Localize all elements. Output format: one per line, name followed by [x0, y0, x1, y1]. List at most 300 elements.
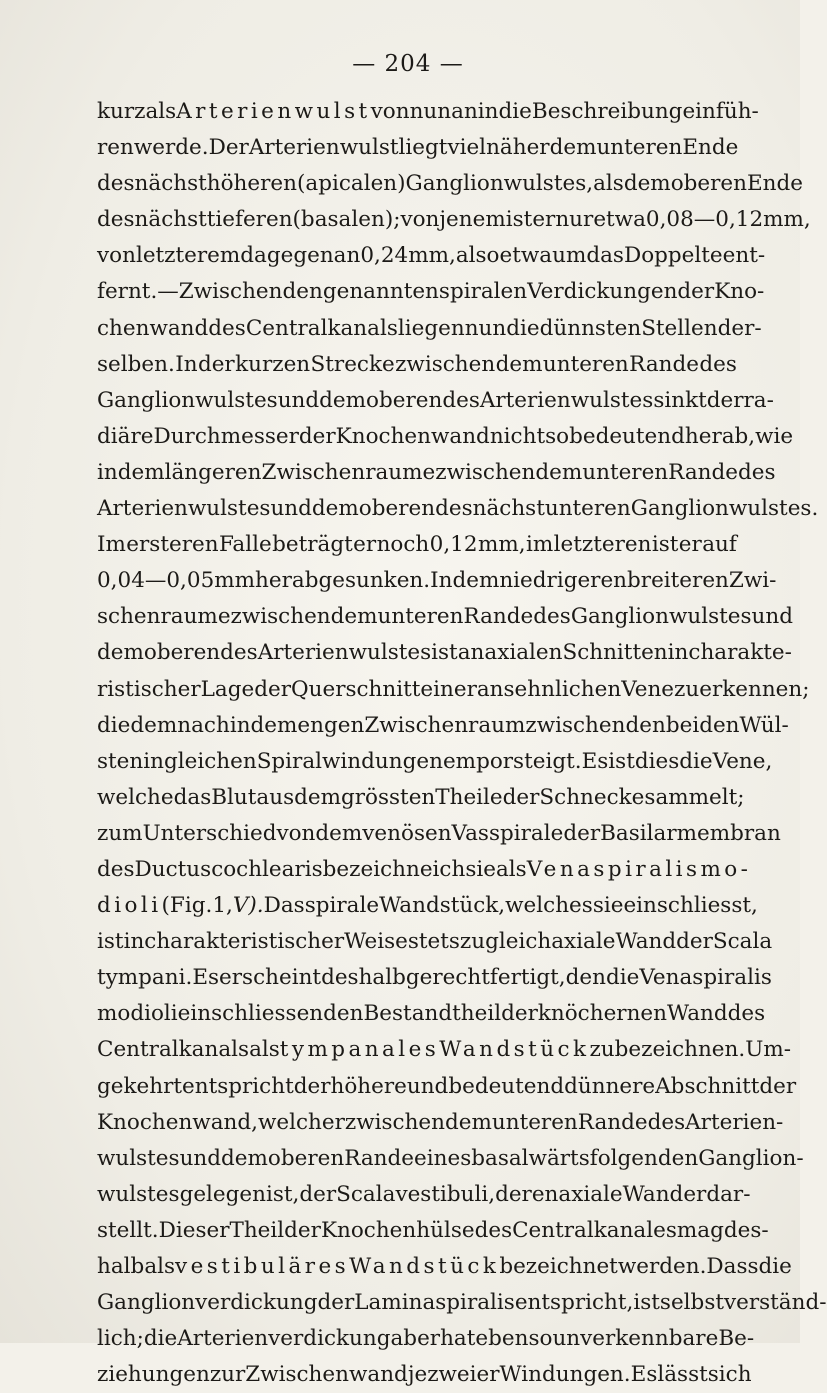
word: kurz	[97, 99, 146, 124]
word: als	[593, 171, 624, 197]
word: herabgesunken.	[255, 568, 431, 594]
word: mm,	[408, 243, 456, 269]
word: auf	[702, 532, 737, 558]
word: zweier	[427, 1362, 500, 1388]
word: spiralis	[435, 1290, 515, 1316]
word: charakteristischer	[144, 929, 345, 955]
word: von	[276, 820, 316, 846]
word: der	[759, 1073, 797, 1099]
text-line	[97, 1105, 784, 1141]
word: einschliessenden	[177, 1001, 364, 1027]
word: bedeutend	[448, 1073, 565, 1099]
word: halb	[97, 1254, 145, 1279]
word: ist	[633, 1290, 660, 1316]
word: an	[457, 640, 485, 666]
word: ist,	[265, 1181, 300, 1207]
word: zur	[209, 1362, 246, 1388]
word: der	[501, 1001, 538, 1027]
word: stets	[407, 929, 460, 955]
text-line	[97, 347, 737, 383]
word: cochlearis	[211, 856, 323, 882]
word: und	[277, 387, 320, 413]
word: In	[430, 568, 453, 594]
word: des	[442, 387, 480, 413]
word: tieferen	[206, 207, 293, 233]
word: beträgt	[272, 532, 353, 558]
word: entspricht,	[514, 1290, 634, 1316]
word: Vene,	[712, 748, 773, 774]
word: der	[706, 387, 744, 413]
word: Dass	[706, 1254, 759, 1279]
word: ist	[505, 207, 533, 233]
word: zu	[674, 676, 700, 702]
word: das	[173, 784, 212, 810]
word: (Fig.	[161, 893, 213, 919]
word: engen	[297, 712, 365, 738]
text-line	[97, 274, 765, 310]
word: die	[605, 965, 640, 991]
word: er	[678, 532, 702, 558]
word: eines	[414, 1145, 472, 1171]
word: mm	[214, 568, 256, 594]
word: dem	[495, 351, 543, 377]
word: zum	[97, 820, 143, 846]
word: in	[477, 99, 499, 124]
word: oberen	[143, 640, 221, 666]
word: dem	[330, 604, 378, 630]
word: Arterienwulstes	[257, 640, 432, 666]
word: dem	[311, 496, 359, 522]
word: höheren	[206, 171, 297, 197]
word: unteren	[596, 135, 683, 161]
text-line	[97, 744, 773, 780]
word: um	[552, 243, 587, 269]
word: welches	[505, 893, 593, 919]
word: Wand	[667, 1001, 728, 1027]
word: Zwischenwand	[245, 1362, 408, 1388]
word: sten	[97, 748, 144, 774]
word: lässt	[657, 1362, 708, 1388]
word: die	[97, 712, 131, 738]
word: folgenden	[589, 1145, 699, 1171]
word: spiralis	[593, 856, 701, 882]
word: ren	[97, 135, 134, 161]
word: nun	[409, 99, 452, 124]
word: der	[298, 423, 336, 449]
word: Lage	[200, 676, 255, 702]
word: 1,	[212, 893, 233, 919]
word: modioli	[97, 1001, 178, 1027]
text-line	[97, 130, 737, 166]
word: des	[533, 604, 571, 630]
text-line	[97, 1141, 804, 1177]
word: ersteren	[126, 532, 219, 558]
word: Ende	[682, 135, 739, 161]
word: Weise	[344, 929, 408, 955]
word: kurzen	[235, 351, 311, 377]
word: ebenso	[475, 1326, 553, 1352]
word: Wand	[622, 1181, 684, 1207]
word: Schnecke	[539, 784, 645, 810]
word: Das	[263, 893, 305, 919]
word: welcher	[257, 1109, 345, 1135]
word: Arterienwulstes	[479, 387, 654, 413]
word: In	[175, 351, 198, 377]
word: ra-	[743, 387, 774, 413]
word: Vena	[526, 856, 594, 882]
word: Knochenwand	[335, 423, 490, 449]
word: Ganglionwulstes.	[630, 496, 819, 522]
word: des-	[723, 1217, 769, 1243]
word: Verdickungen	[527, 279, 678, 305]
word: Ductus	[134, 856, 212, 882]
word: des	[727, 1001, 766, 1027]
word: ich	[432, 856, 466, 882]
word: Knochenwand,	[97, 1109, 258, 1135]
word: des	[435, 496, 473, 522]
word: gekehrt	[97, 1073, 183, 1099]
word: deshalb	[321, 965, 406, 991]
text-line	[97, 708, 789, 744]
word: Zwi-	[728, 568, 777, 594]
word: gleichen	[163, 748, 257, 774]
word: längeren	[164, 459, 262, 485]
word: also	[455, 243, 500, 269]
word: Basilarmembran	[600, 820, 781, 846]
word: 0,08—0,12	[645, 207, 764, 233]
word: Kno-	[714, 279, 765, 305]
word: Ganglionwulstes,	[405, 171, 594, 197]
word: Rande	[344, 1145, 415, 1171]
word: Rande	[463, 604, 534, 630]
word: niedrigeren	[499, 568, 628, 594]
word: Ganglionwulstes	[570, 604, 752, 630]
text-line	[97, 780, 745, 816]
word: ziehungen	[97, 1362, 210, 1388]
word: liegen	[397, 315, 465, 341]
text-line	[97, 527, 737, 563]
word: Strecke	[310, 351, 395, 377]
word: Abschnitt	[655, 1073, 760, 1099]
word: Theil	[229, 1217, 285, 1243]
text-line	[97, 852, 752, 888]
word: in	[143, 748, 164, 774]
word: axialen	[484, 640, 563, 666]
word: grössten	[341, 784, 436, 810]
word: unteren	[377, 604, 464, 630]
word: 0,24	[360, 243, 409, 269]
word: Centralkanals	[245, 315, 398, 341]
word: Arterienwulstes	[97, 496, 271, 522]
text-line	[97, 563, 777, 599]
word: werden.	[617, 1254, 707, 1279]
word: Lamina	[354, 1290, 436, 1316]
word: mag	[676, 1217, 724, 1243]
word: des	[699, 351, 737, 377]
word: dem	[319, 387, 367, 413]
word: die	[506, 315, 540, 341]
word: oberen	[366, 387, 443, 413]
word: dies	[634, 748, 680, 774]
word: Es	[581, 748, 609, 774]
word: 0,12	[429, 532, 478, 558]
word: Vena	[639, 965, 693, 991]
word: als	[495, 856, 527, 882]
word: Ende	[746, 171, 803, 197]
word: die	[758, 1254, 792, 1279]
word: schenraume	[97, 604, 231, 630]
word: —	[157, 279, 179, 305]
word: erscheint	[219, 965, 322, 991]
word: Der	[208, 135, 249, 161]
word: 0,04—0,05	[97, 568, 215, 594]
word: stellt.	[97, 1217, 159, 1243]
word: unteren	[542, 351, 629, 377]
word: demnach	[130, 712, 230, 738]
word: letzteren	[553, 532, 652, 558]
word: etwa	[499, 243, 553, 269]
word: herab,	[684, 423, 756, 449]
word: nächst	[134, 207, 207, 233]
text-line	[97, 816, 781, 852]
word: beiden	[665, 712, 740, 738]
word: von	[400, 207, 440, 233]
word: chenwand	[97, 315, 209, 341]
word: genannten	[322, 279, 439, 305]
word: Knochenhülse	[320, 1217, 475, 1243]
word: von	[370, 99, 410, 124]
word: Vas	[451, 820, 489, 846]
text-line	[97, 960, 772, 996]
text-line	[97, 1069, 797, 1105]
word: ristischer	[97, 676, 201, 702]
word: Arterienwulst	[248, 135, 399, 161]
word: oberen	[670, 171, 747, 197]
word: liegt	[398, 135, 448, 161]
word: der	[284, 1217, 321, 1243]
word: Rande	[629, 351, 700, 377]
text-line	[97, 419, 794, 455]
word: einfüh-	[682, 99, 759, 124]
word: der	[317, 1290, 355, 1316]
word: der	[677, 279, 715, 305]
word: Stellen	[641, 315, 718, 341]
text-line	[97, 1357, 752, 1393]
word: unteren	[582, 459, 669, 485]
text-line	[97, 1177, 751, 1213]
word: Scala	[336, 1181, 396, 1207]
word: letzterem	[135, 243, 241, 269]
word: näher	[486, 135, 550, 161]
word: zwischen	[435, 459, 536, 485]
word: Wandstück,	[379, 893, 506, 919]
word: gerechtfertigt,	[405, 965, 566, 991]
word: das	[586, 243, 624, 269]
word: Es	[630, 1362, 658, 1388]
word: dem	[535, 459, 583, 485]
word: sie	[592, 893, 624, 919]
word: unverkennbare	[552, 1326, 719, 1352]
word: Unterschied	[142, 820, 277, 846]
word: noch	[376, 532, 430, 558]
word: als	[249, 1037, 280, 1063]
word: der	[563, 820, 601, 846]
word: ist	[608, 748, 635, 774]
word: den	[625, 712, 666, 738]
word: Schnitten	[562, 640, 668, 666]
word: Wandstück	[439, 1037, 590, 1063]
word: axiale	[551, 929, 616, 955]
word: die	[143, 1326, 178, 1352]
word: Zwischenraum	[364, 712, 526, 738]
word: (apicalen)	[296, 171, 406, 197]
word: dem	[294, 784, 341, 810]
word: diäre	[97, 423, 154, 449]
word: zu	[589, 1037, 615, 1063]
word: Wandstück	[349, 1254, 500, 1279]
word: so	[545, 423, 570, 449]
word: der	[293, 1073, 331, 1099]
word: Querschnitt	[291, 676, 421, 702]
word: dünnere	[564, 1073, 656, 1099]
word: ist	[97, 929, 124, 955]
word: je	[407, 1362, 428, 1388]
word: entspricht	[182, 1073, 294, 1099]
word: die	[498, 99, 532, 124]
word: des	[97, 207, 135, 233]
word: er	[683, 1181, 707, 1207]
word: vestibuli,	[395, 1181, 496, 1207]
word: Bestandtheil	[363, 1001, 502, 1027]
word: dem	[221, 1145, 268, 1171]
word: venösen	[362, 820, 452, 846]
word: höhere	[330, 1073, 407, 1099]
word: der-	[717, 315, 762, 341]
word: knöchernen	[537, 1001, 667, 1027]
word: bezeichnen.	[614, 1037, 746, 1063]
word: er	[353, 532, 377, 558]
word: der	[676, 929, 713, 955]
word: gelegen	[179, 1181, 266, 1207]
word: des	[208, 315, 246, 341]
word: der	[299, 1181, 337, 1207]
word: von	[97, 243, 136, 269]
word: sinkt	[653, 387, 707, 413]
word: nun	[464, 315, 507, 341]
word: tympani.	[97, 965, 193, 991]
word: Zwischenraume	[261, 459, 436, 485]
word: die	[679, 748, 713, 774]
word: den	[282, 279, 323, 305]
word: zwischen	[525, 712, 626, 738]
text-line	[97, 1321, 755, 1357]
word: vestibuläres	[175, 1254, 350, 1279]
word: basalwärts	[471, 1145, 590, 1171]
word: Wül-	[739, 712, 789, 738]
text-line	[97, 166, 803, 202]
word: dem	[315, 820, 363, 846]
word: oberen	[358, 496, 436, 522]
text-line	[97, 94, 759, 130]
word: Um-	[745, 1037, 791, 1063]
word: Im	[97, 532, 126, 558]
word: selbstverständ-	[659, 1290, 827, 1316]
word: sie	[465, 856, 496, 882]
word: Ganglionwulstes	[97, 387, 278, 413]
word: ist	[651, 532, 679, 558]
word: Durchmesser	[153, 423, 299, 449]
word: dioli	[97, 893, 162, 919]
text-line	[97, 599, 793, 635]
word: Rande	[577, 1109, 648, 1135]
word: dem	[452, 568, 500, 594]
word: zwischen	[344, 1109, 445, 1135]
word: erkennen;	[699, 676, 810, 702]
word: der	[254, 676, 291, 702]
word: in	[97, 459, 118, 485]
page-number: — 204 —	[352, 51, 464, 77]
word: Windungen.	[499, 1362, 631, 1388]
word: den	[565, 965, 606, 991]
word: Falle	[218, 532, 272, 558]
word: unteren	[491, 1109, 578, 1135]
word: selben.	[97, 351, 175, 377]
word: einer	[420, 676, 477, 702]
word: Rande	[668, 459, 738, 485]
word: in	[123, 929, 145, 955]
word: Vene	[621, 676, 675, 702]
word: Dieser	[158, 1217, 230, 1243]
text-line	[97, 1249, 792, 1285]
text-line	[97, 924, 773, 960]
word: sich	[707, 1362, 752, 1388]
word: Arterienwulst	[176, 99, 371, 124]
text-line	[97, 491, 819, 527]
text-line	[97, 1285, 827, 1321]
word: an	[333, 243, 361, 269]
word: dem	[97, 640, 144, 666]
word: (basalen);	[292, 207, 401, 233]
word: und	[406, 1073, 449, 1099]
word: mm,	[763, 207, 811, 233]
word: werde.	[133, 135, 209, 161]
text-line	[97, 1032, 791, 1068]
word: des	[474, 1217, 513, 1243]
word: bezeichnet	[499, 1254, 618, 1279]
text-line	[97, 311, 762, 347]
word: dem	[623, 171, 671, 197]
word: unteren	[544, 496, 631, 522]
word: einschliesst,	[623, 893, 758, 919]
word: fernt.	[97, 279, 158, 305]
word: jenem	[439, 207, 506, 233]
word: oberen	[267, 1145, 345, 1171]
word: spirale	[304, 893, 380, 919]
word: Wand	[615, 929, 677, 955]
word: bedeutend	[569, 423, 685, 449]
word: zwischen	[395, 351, 496, 377]
text-line	[97, 455, 776, 491]
word: dagegen	[240, 243, 334, 269]
text-line	[97, 888, 758, 924]
word: und	[179, 1145, 222, 1171]
word: deren	[495, 1181, 559, 1207]
word: wulstes	[97, 1145, 180, 1171]
word: Beschreibung	[531, 99, 683, 124]
word: nicht	[489, 423, 546, 449]
word: ansehnlichen	[476, 676, 622, 702]
text-line	[97, 635, 792, 671]
